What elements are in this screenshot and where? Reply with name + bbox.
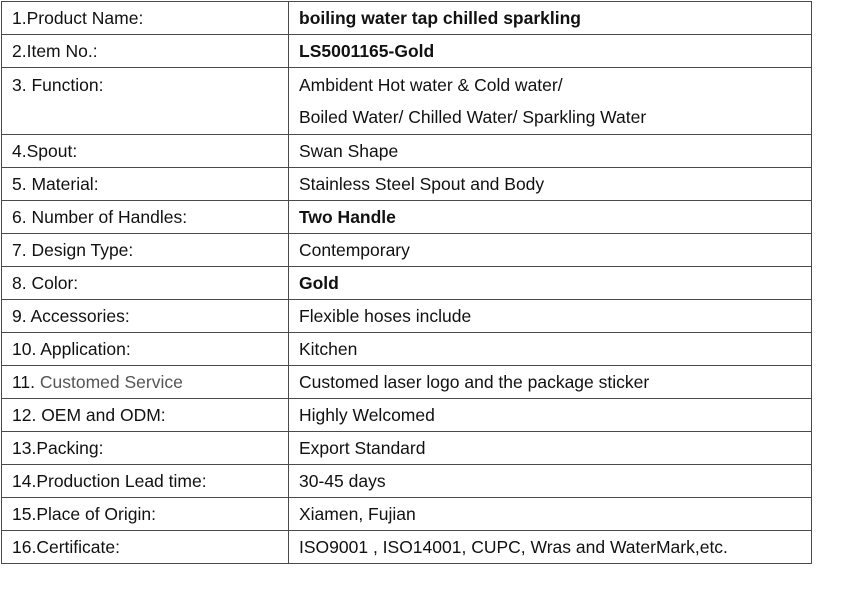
table-row <box>2 498 812 531</box>
row-label <box>2 366 289 399</box>
row-value-line: Boiled Water/ Chilled Water/ Sparkling Water <box>299 107 647 127</box>
product-spec-table <box>1 1 812 564</box>
table-row <box>2 333 812 366</box>
table-row <box>2 35 812 68</box>
row-label: 7. Design Type: <box>2 234 289 267</box>
row-label: 5. Material: <box>2 168 289 201</box>
row-label: 8. Color: <box>2 267 289 300</box>
row-label: 16.Certificate: <box>2 531 289 564</box>
table-row <box>2 267 812 300</box>
row-label: 15.Place of Origin: <box>2 498 289 531</box>
row-value: Customed laser logo and the package sticker <box>289 366 812 399</box>
row-value: Swan Shape <box>289 135 812 168</box>
row-label-text: Customed Service <box>39 372 183 392</box>
row-label: 9. Accessories: <box>2 300 289 333</box>
table-row <box>2 366 812 399</box>
row-value: Gold <box>289 267 812 300</box>
row-value: 30-45 days <box>289 465 812 498</box>
row-label: 13.Packing: <box>2 432 289 465</box>
table-row <box>2 201 812 234</box>
row-value-line: Ambident Hot water & Cold water/ <box>299 75 563 95</box>
row-value <box>289 68 812 135</box>
row-value: Flexible hoses include <box>289 300 812 333</box>
table-row <box>2 135 812 168</box>
row-label: 12. OEM and ODM: <box>2 399 289 432</box>
row-label: 2.Item No.: <box>2 35 289 68</box>
table-row <box>2 465 812 498</box>
row-value: Two Handle <box>289 201 812 234</box>
row-label: 4.Spout: <box>2 135 289 168</box>
table-row <box>2 168 812 201</box>
row-value: boiling water tap chilled sparkling <box>289 2 812 35</box>
table-row <box>2 68 812 135</box>
row-label: 3. Function: <box>2 68 289 135</box>
table-row <box>2 432 812 465</box>
row-label: 1.Product Name: <box>2 2 289 35</box>
row-label: 10. Application: <box>2 333 289 366</box>
table-row <box>2 300 812 333</box>
row-label: 6. Number of Handles: <box>2 201 289 234</box>
table-row <box>2 234 812 267</box>
row-label: 14.Production Lead time: <box>2 465 289 498</box>
row-value: Kitchen <box>289 333 812 366</box>
table-row <box>2 2 812 35</box>
row-value: Highly Welcomed <box>289 399 812 432</box>
row-value: Stainless Steel Spout and Body <box>289 168 812 201</box>
table-row <box>2 531 812 564</box>
row-value: Export Standard <box>289 432 812 465</box>
row-label-number: 11. <box>12 372 40 392</box>
row-value: LS5001165-Gold <box>289 35 812 68</box>
row-value: Contemporary <box>289 234 812 267</box>
row-value: ISO9001 , ISO14001, CUPC, Wras and WaterMark,etc. <box>289 531 812 564</box>
table-row <box>2 399 812 432</box>
row-value: Xiamen, Fujian <box>289 498 812 531</box>
